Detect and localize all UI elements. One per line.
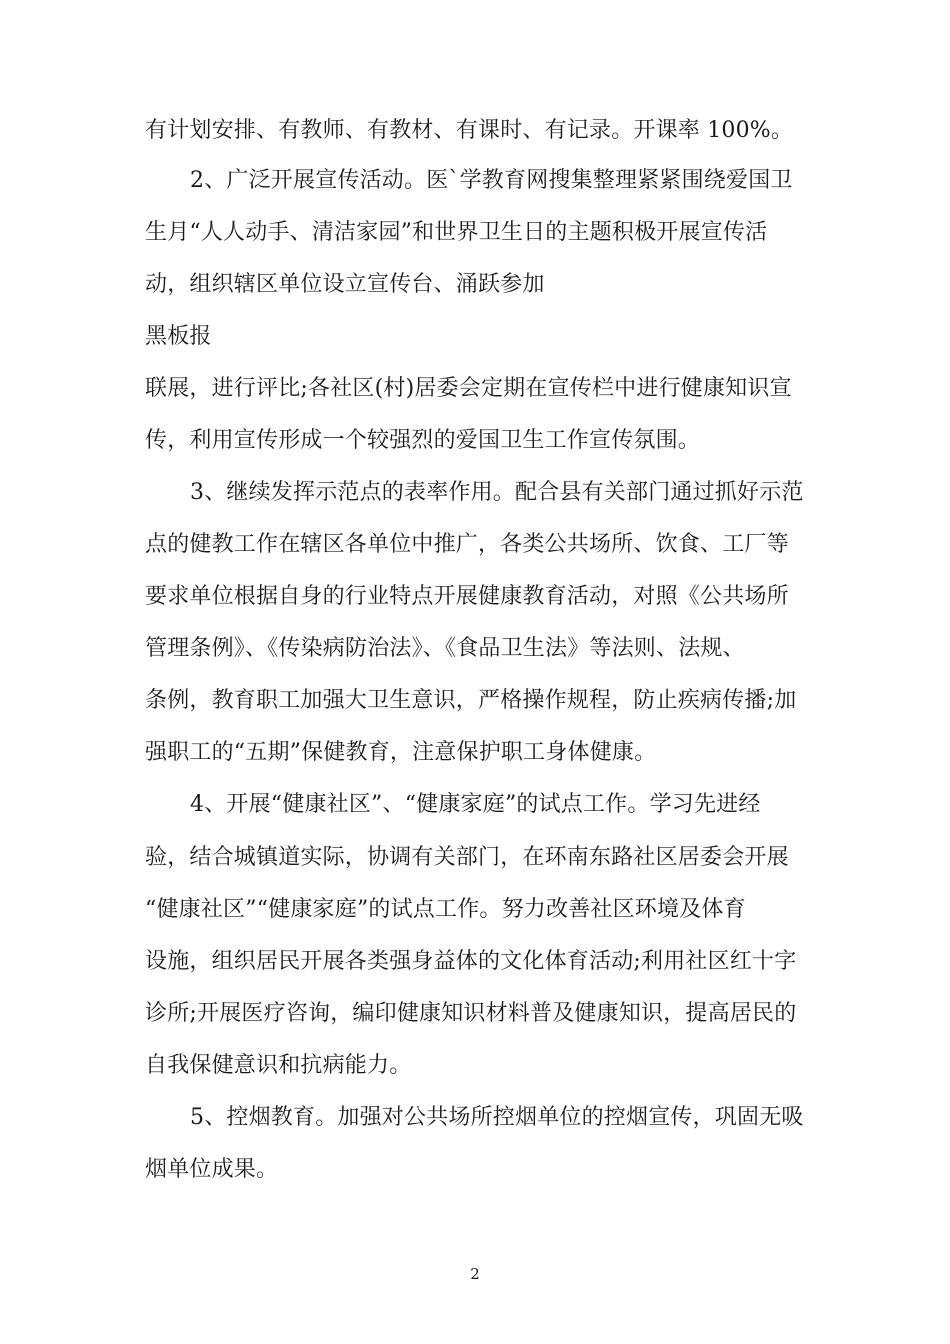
text-line-17: 设施，组织居民开展各类强身益体的文化体育活动;利用社区红十字 [145,949,797,974]
text-line-8: 3、继续发挥示范点的表率作用。配合县有关部门通过抓好示范 [190,480,804,505]
text-line-6: 联展，进行评比;各社区(村)居委会定期在宣传栏中进行健康知识宣 [145,376,792,401]
text-line-9: 点的健教工作在辖区各单位中推广，各类公共场所、饮食、工厂等 [145,532,789,557]
text-line-1: 有计划安排、有教师、有教材、有课时、有记录。开课率 100%。 [145,118,794,143]
text-line-21: 烟单位成果。 [145,1157,279,1182]
text-line-14: 4、开展“健康社区”、“健康家庭”的试点工作。学习先进经 [190,792,761,817]
text-line-15: 验，结合城镇道实际，协调有关部门，在环南东路社区居委会开展 [145,845,789,870]
text-line-5: 黑板报 [145,324,212,349]
text-line-4: 动，组织辖区单位设立宣传台、涌跃参加 [145,272,545,297]
page-number: 2 [470,1265,480,1283]
text-line-10: 要求单位根据自身的行业特点开展健康教育活动，对照《公共场所 [145,584,789,609]
text-line-7: 传，利用宣传形成一个较强烈的爱国卫生工作宣传氛围。 [145,428,701,453]
text-line-20: 5、控烟教育。加强对公共场所控烟单位的控烟宣传，巩固无吸 [190,1105,804,1130]
text-line-2: 2、广泛开展宣传活动。医`学教育网搜集整理紧紧围绕爱国卫 [190,168,793,193]
text-line-11: 管理条例》、《传染病防治法》、《食品卫生法》等法则、法规、 [145,636,745,661]
text-line-3: 生月“人人动手、清洁家园”和世界卫生日的主题积极开展宣传活 [145,220,768,245]
text-line-16: “健康社区”“健康家庭”的试点工作。努力改善社区环境及体育 [145,897,746,922]
text-line-12: 条例，教育职工加强大卫生意识，严格操作规程，防止疾病传播;加 [145,688,797,713]
text-line-13: 强职工的“五期”保健教育，注意保护职工身体健康。 [145,740,657,765]
text-line-19: 自我保健意识和抗病能力。 [145,1053,412,1078]
text-line-18: 诊所;开展医疗咨询，编印健康知识材料普及健康知识，提高居民的 [145,1001,797,1026]
